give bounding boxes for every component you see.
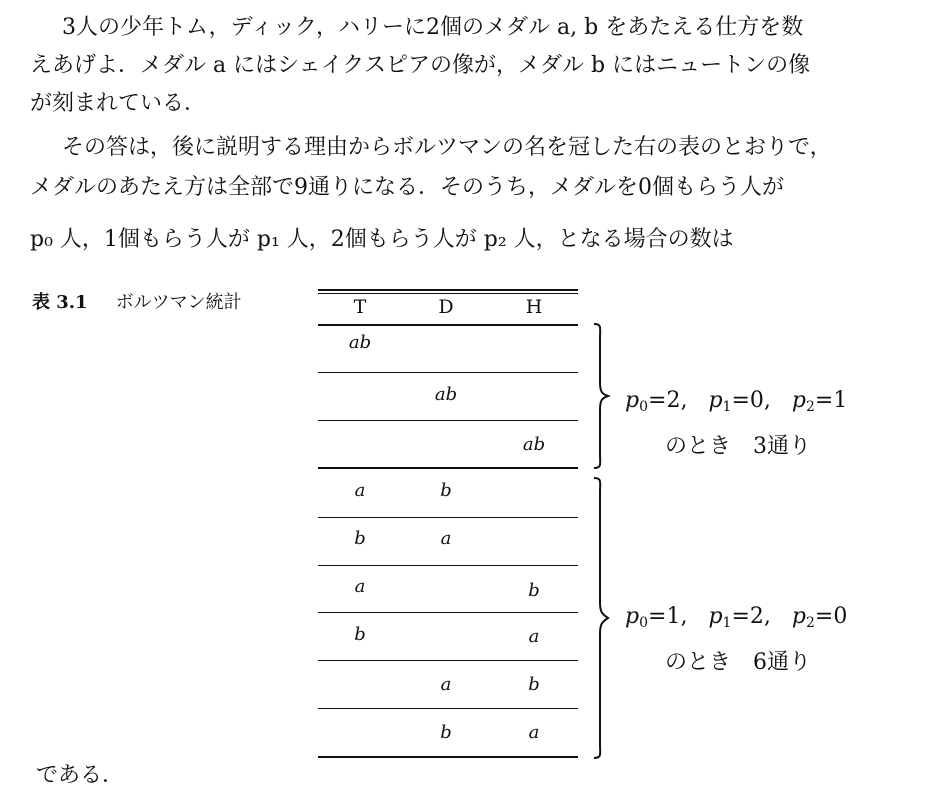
header-T: T: [353, 296, 367, 318]
paragraph-2-line-1: その答は，後に説明する理由からボルツマンの名を冠した右の表のとおりで，: [62, 135, 832, 160]
group-2-ways: のとき 6通り: [665, 650, 811, 675]
row-8-H: b: [528, 674, 540, 695]
brace-group-1: [592, 322, 616, 470]
row-6-H: b: [528, 580, 540, 601]
paragraph-1-line-2: えあげよ．メダル a にはシェイクスピアの像が，メダル b にはニュートンの像: [30, 53, 811, 78]
row-rule: [318, 565, 578, 566]
row-3-H: ab: [522, 434, 546, 455]
group-2-p2: 0: [833, 604, 848, 629]
group-1-ways: のとき 3通り: [665, 434, 811, 459]
header-rule: [318, 324, 578, 326]
table-top-rule: [318, 289, 578, 291]
table-caption-number: 表 3.1: [32, 292, 88, 313]
closing-text: である．: [36, 763, 125, 788]
row-7-T: b: [354, 624, 366, 645]
paragraph-1-line-3: が刻まれている．: [30, 91, 207, 116]
row-rule: [318, 612, 578, 613]
row-5-D: a: [440, 528, 452, 549]
group-1-p1: 0: [749, 388, 764, 413]
row-1-T: ab: [348, 332, 372, 353]
row-4-T: a: [354, 480, 366, 501]
paragraph-1-line-1: 3人の少年トム，ディック，ハリーに2個のメダル a, b をあたえる仕方を数: [62, 15, 804, 40]
row-rule: [318, 420, 578, 421]
row-5-T: b: [354, 528, 366, 549]
table-bottom-rule: [318, 756, 578, 758]
row-rule: [318, 517, 578, 518]
paragraph-2-line-2: メダルのあたえ方は全部で9通りになる．そのうち，メダルを0個もらう人が: [30, 175, 784, 200]
row-rule: [318, 708, 578, 709]
row-rule: [318, 660, 578, 661]
brace-group-2: [592, 476, 616, 760]
group-2-label: $p_0=1$, $p_1=2$, $p_2=0$ のとき 6通り: [625, 604, 848, 675]
group-rule: [318, 467, 578, 469]
paragraph-2-line-3: p₀ 人，1個もらう人が p₁ 人，2個もらう人が p₂ 人，となる場合の数は: [30, 227, 734, 252]
row-9-H: a: [528, 722, 540, 743]
table-caption: [32, 288, 242, 314]
header-D: D: [438, 296, 454, 318]
row-2-D: ab: [434, 384, 458, 405]
header-H: H: [525, 296, 543, 318]
row-6-T: a: [354, 576, 366, 597]
row-8-D: a: [440, 674, 452, 695]
row-7-H: a: [528, 626, 540, 647]
group-1-p2: 1: [833, 388, 848, 413]
row-rule: [318, 372, 578, 373]
group-2-p1: 2: [749, 604, 764, 629]
table-caption-title: ボルツマン統計: [115, 292, 242, 313]
group-1-label: $p_0=2$, $p_1=0$, $p_2=1$ のとき 3通り: [625, 388, 848, 459]
row-4-D: b: [440, 480, 452, 501]
row-9-D: b: [440, 722, 452, 743]
group-2-p0: 1: [666, 604, 681, 629]
group-1-p0: 2: [666, 388, 681, 413]
table-top-rule-thin: [318, 293, 578, 294]
